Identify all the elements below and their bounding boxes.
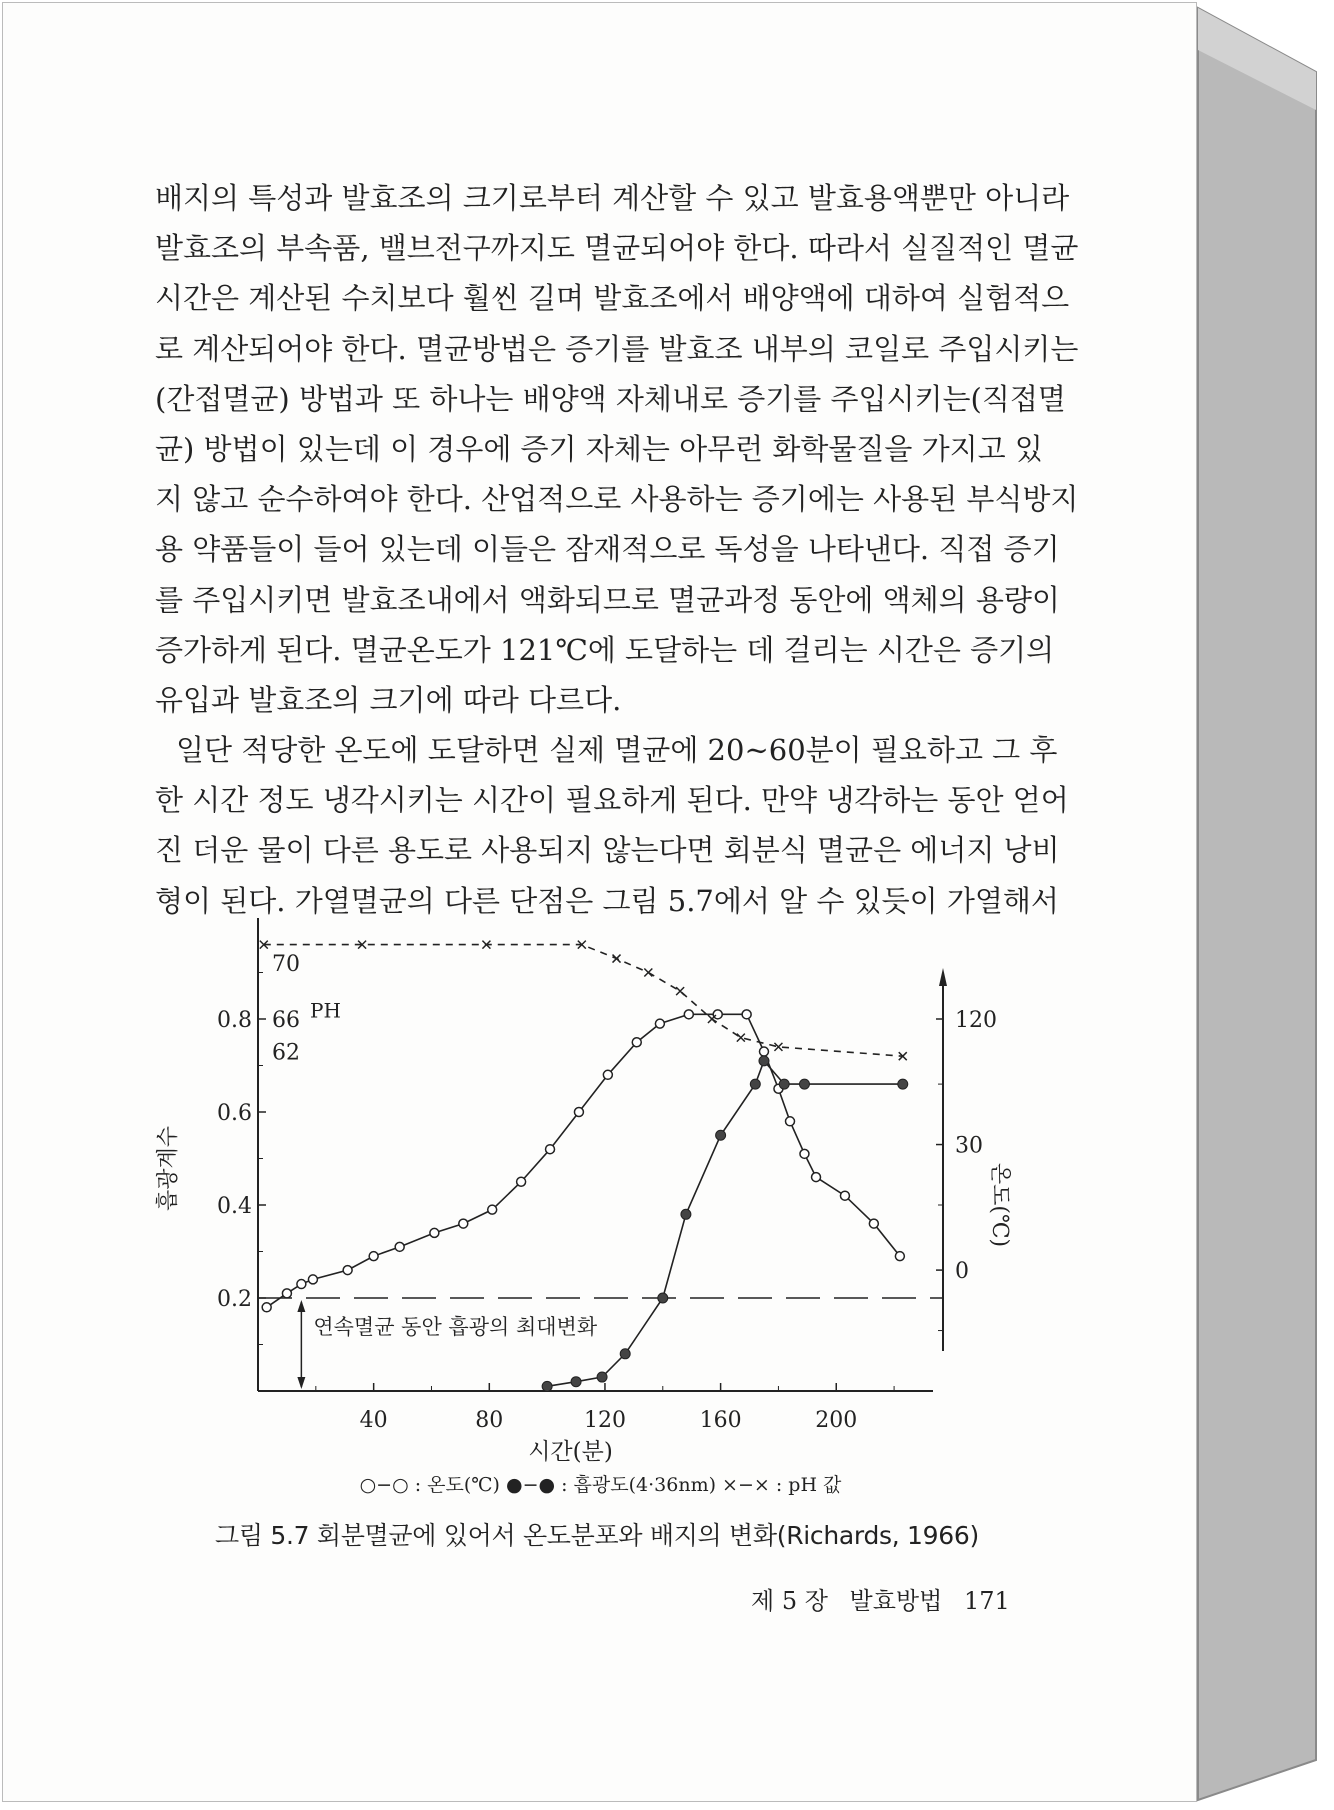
legend-entry: ○−○ : 온도(℃) xyxy=(359,1474,500,1496)
text-line: 형이 된다. 가열멸균의 다른 단점은 그림 5.7에서 알 수 있듯이 가열해서 xyxy=(155,883,1059,918)
series-line-filled-circle xyxy=(547,1061,903,1387)
text-line: 시간은 계산된 수치보다 훨씬 길며 발효조에서 배양액에 대하여 실험적으 xyxy=(155,281,1070,316)
temperature-point xyxy=(895,1252,904,1261)
temperature-point xyxy=(297,1280,306,1289)
series-line-open-circle xyxy=(267,1014,900,1307)
absorbance-point xyxy=(779,1079,789,1089)
right-axis-arrow xyxy=(939,968,947,986)
temperature-point xyxy=(655,1019,664,1028)
page-number: 171 xyxy=(963,1587,1010,1615)
text-line: 발효조의 부속품, 밸브전구까지도 멸균되어야 한다. 따라서 실질적인 멸균 xyxy=(155,231,1079,266)
left-tick-label: 0.6 xyxy=(217,1101,252,1126)
figure-caption: 그림 5.7 회분멸균에 있어서 온도분포와 배지의 변화(Richards, 1966) xyxy=(215,1521,979,1550)
temperature-point xyxy=(786,1117,795,1126)
temperature-point xyxy=(603,1070,612,1079)
text-line: 균) 방법이 있는데 이 경우에 증기 자체는 아무런 화학물질을 가지고 있 xyxy=(155,431,1043,466)
temperature-point xyxy=(262,1303,271,1312)
temperature-point xyxy=(800,1149,809,1158)
right-tick-label: 0 xyxy=(955,1259,969,1285)
temperature-point xyxy=(632,1038,641,1047)
temperature-point xyxy=(742,1010,751,1019)
text-line: 진 더운 물이 다른 용도로 사용되지 않는다면 회분식 멸균은 에너지 낭비 xyxy=(155,833,1060,868)
absorbance-point xyxy=(542,1381,552,1391)
text-line: 배지의 특성과 발효조의 크기로부터 계산할 수 있고 발효용액뿐만 아니라 xyxy=(155,181,1070,215)
text-line: 유입과 발효조의 크기에 따라 다르다. xyxy=(155,682,622,717)
text-line: (간접멸균) 방법과 또 하나는 배양액 자체내로 증기를 주입시키는(직접멸 xyxy=(155,381,1066,416)
temperature-point xyxy=(840,1191,849,1200)
figure-5-7-chart xyxy=(153,911,1023,1501)
ph-point xyxy=(708,1015,716,1023)
chart-axes xyxy=(156,918,1012,1496)
temperature-point xyxy=(812,1173,821,1182)
left-tick-label: 0.4 xyxy=(217,1194,252,1219)
x-tick-label: 40 xyxy=(359,1408,388,1433)
text-line: 증가하게 된다. 멸균온도가 121℃에 도달하는 데 걸리는 시간은 증기의 xyxy=(155,632,1055,667)
x-tick-label: 120 xyxy=(583,1408,626,1433)
temperature-point xyxy=(343,1266,352,1275)
chart-legend xyxy=(360,1473,842,1496)
series-line-cross xyxy=(264,945,903,1057)
legend-entry: ×−× : pH 값 xyxy=(716,1474,842,1496)
temperature-point xyxy=(684,1010,693,1019)
temperature-point xyxy=(369,1252,378,1261)
temperature-point xyxy=(546,1145,555,1154)
temperature-point xyxy=(430,1228,439,1237)
absorbance-point xyxy=(571,1377,581,1387)
body-text xyxy=(155,173,1079,926)
right-tick-label: 120 xyxy=(955,1008,997,1033)
annotation-arrowhead-down xyxy=(297,1377,305,1389)
book-page xyxy=(2,2,1197,1802)
x-tick-label: 160 xyxy=(699,1408,742,1433)
page-footer xyxy=(751,1581,1024,1616)
text-line: 를 주입시키면 발효조내에서 액화되므로 멸균과정 동안에 액체의 용량이 xyxy=(155,582,1060,617)
temperature-point xyxy=(869,1219,878,1228)
absorbance-point xyxy=(750,1079,760,1089)
left-axis-label: 흡광계수 xyxy=(156,1125,181,1212)
temperature-point xyxy=(395,1242,404,1251)
ph-point xyxy=(676,987,684,995)
text-line: 한 시간 정도 냉각시키는 시간이 필요하게 된다. 만약 냉각하는 동안 얻어 xyxy=(155,783,1069,818)
temperature-point xyxy=(759,1047,768,1056)
absorbance-point xyxy=(898,1079,908,1089)
absorbance-point xyxy=(799,1079,809,1089)
text-line: 로 계산되어야 한다. 멸균방법은 증기를 발효조 내부의 코일로 주입시키는 xyxy=(155,331,1079,366)
temperature-point xyxy=(488,1205,497,1214)
ph-tick-label: 70 xyxy=(272,952,300,978)
absorbance-point xyxy=(597,1372,607,1382)
ph-axis-label: PH xyxy=(310,998,341,1023)
temperature-point xyxy=(713,1010,722,1019)
ph-point xyxy=(613,955,621,963)
ph-point xyxy=(737,1034,745,1042)
text-line: 지 않고 순수하여야 한다. 산업적으로 사용하는 증기에는 사용된 부식방지 xyxy=(155,482,1079,517)
absorbance-point xyxy=(716,1130,726,1140)
absorbance-point xyxy=(658,1293,668,1303)
absorbance-point xyxy=(759,1056,769,1066)
ph-point xyxy=(644,969,652,977)
temperature-point xyxy=(459,1219,468,1228)
annotation-arrowhead-up xyxy=(297,1300,305,1312)
text-line: 일단 적당한 온도에 도달하면 실제 멸균에 20∼60분이 필요하고 그 후 xyxy=(176,733,1058,768)
absorbance-point xyxy=(620,1349,630,1359)
left-tick-label: 0.8 xyxy=(217,1008,252,1033)
ph-tick-label: 66 xyxy=(272,1008,300,1033)
temperature-point xyxy=(308,1275,317,1284)
left-tick-label: 0.2 xyxy=(217,1287,252,1312)
section-label: 발효방법 xyxy=(849,1587,943,1615)
temperature-point xyxy=(517,1177,526,1186)
temperature-point xyxy=(282,1289,291,1298)
ph-tick-label: 62 xyxy=(272,1040,300,1066)
text-line: 용 약품들이 들어 있는데 이들은 잠재적으로 독성을 나타낸다. 직접 증기 xyxy=(155,532,1060,567)
right-tick-label: 30 xyxy=(955,1133,983,1159)
x-axis-label: 시간(분) xyxy=(528,1439,613,1465)
right-axis-label: 온도(℃) xyxy=(987,1162,1012,1248)
absorbance-point xyxy=(681,1209,691,1219)
x-tick-label: 200 xyxy=(815,1408,858,1433)
chapter-label: 제 5 장 xyxy=(751,1587,828,1615)
annotation-text: 연속멸균 동안 흡광의 최대변화 xyxy=(313,1315,598,1339)
legend-entry: ●−● : 흡광도(4·36nm) xyxy=(499,1474,716,1496)
x-tick-label: 80 xyxy=(475,1408,504,1433)
temperature-point xyxy=(574,1108,583,1117)
